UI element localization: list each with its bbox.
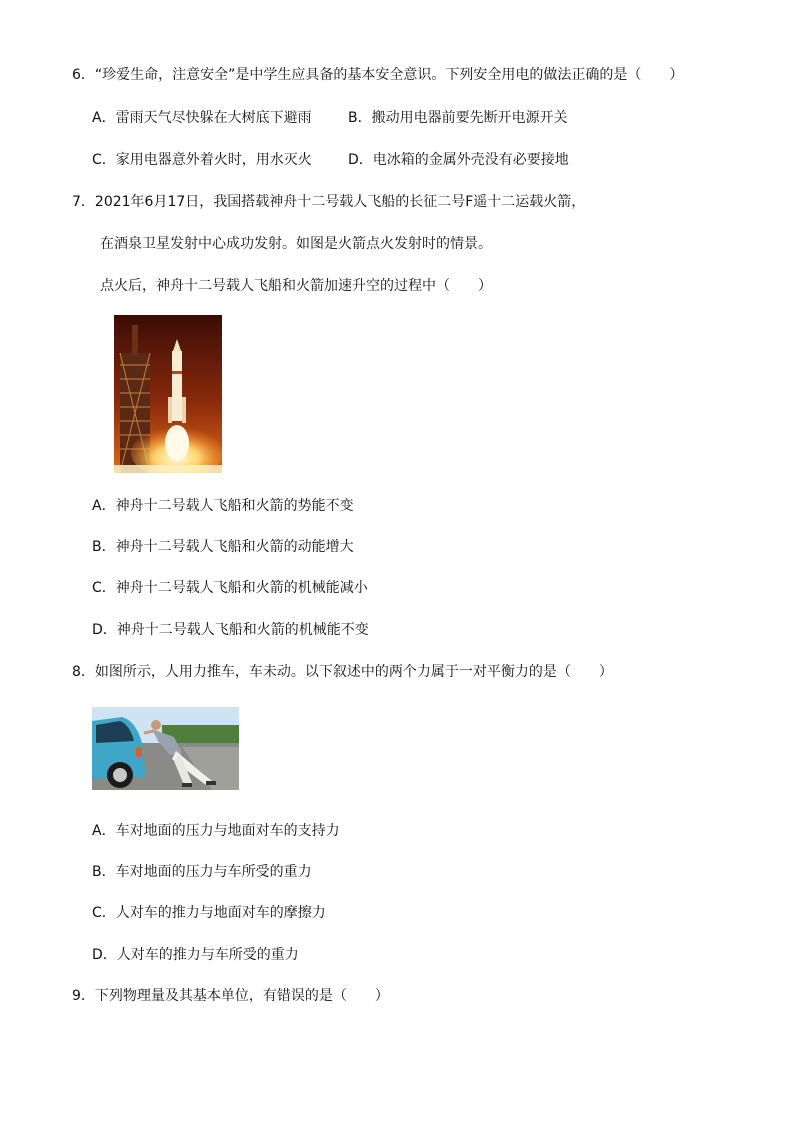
q7-stem-line2: 在酒泉卫星发射中心成功发射。如图是火箭点火发射时的情景。 — [100, 236, 492, 252]
q7-option-a[interactable]: A．神舟十二号载人飞船和火箭的势能不变 — [92, 498, 354, 514]
q8-option-a[interactable]: A．车对地面的压力与地面对车的支持力 — [92, 823, 340, 839]
q6-option-c[interactable]: C．家用电器意外着火时，用水灭火 — [92, 152, 312, 168]
q6-option-b[interactable]: B．搬动用电器前要先断开电源开关 — [348, 110, 568, 126]
q7-stem-line3: 点火后，神舟十二号载人飞船和火箭加速升空的过程中（ ） — [100, 278, 492, 294]
rocket-launch-image — [114, 315, 222, 473]
q8-stem: 8．如图所示，人用力推车，车未动。以下叙述中的两个力属于一对平衡力的是（ ） — [72, 664, 613, 680]
q8-option-d[interactable]: D．人对车的推力与车所受的重力 — [92, 947, 299, 963]
q6-stem: 6．“珍爱生命，注意安全”是中学生应具备的基本安全意识。下列安全用电的做法正确的是（ ） — [72, 67, 684, 83]
q9-stem: 9．下列物理量及其基本单位，有错误的是（ ） — [72, 988, 389, 1004]
q6-option-a[interactable]: A．雷雨天气尽快躲在大树底下避雨 — [92, 110, 312, 126]
q7-option-c[interactable]: C．神舟十二号载人飞船和火箭的机械能减小 — [92, 580, 368, 596]
q8-option-c[interactable]: C．人对车的推力与地面对车的摩擦力 — [92, 905, 326, 921]
pushing-car-image — [92, 707, 239, 790]
q7-option-b[interactable]: B．神舟十二号载人飞船和火箭的动能增大 — [92, 539, 354, 555]
q7-stem-line1: 7．2021年6月17日，我国搭载神舟十二号载人飞船的长征二号F遥十二运载火箭， — [72, 194, 586, 210]
q7-option-d[interactable]: D．神舟十二号载人飞船和火箭的机械能不变 — [92, 622, 369, 638]
q8-option-b[interactable]: B．车对地面的压力与车所受的重力 — [92, 864, 312, 880]
q6-option-d[interactable]: D．电冰箱的金属外壳没有必要接地 — [348, 152, 569, 168]
